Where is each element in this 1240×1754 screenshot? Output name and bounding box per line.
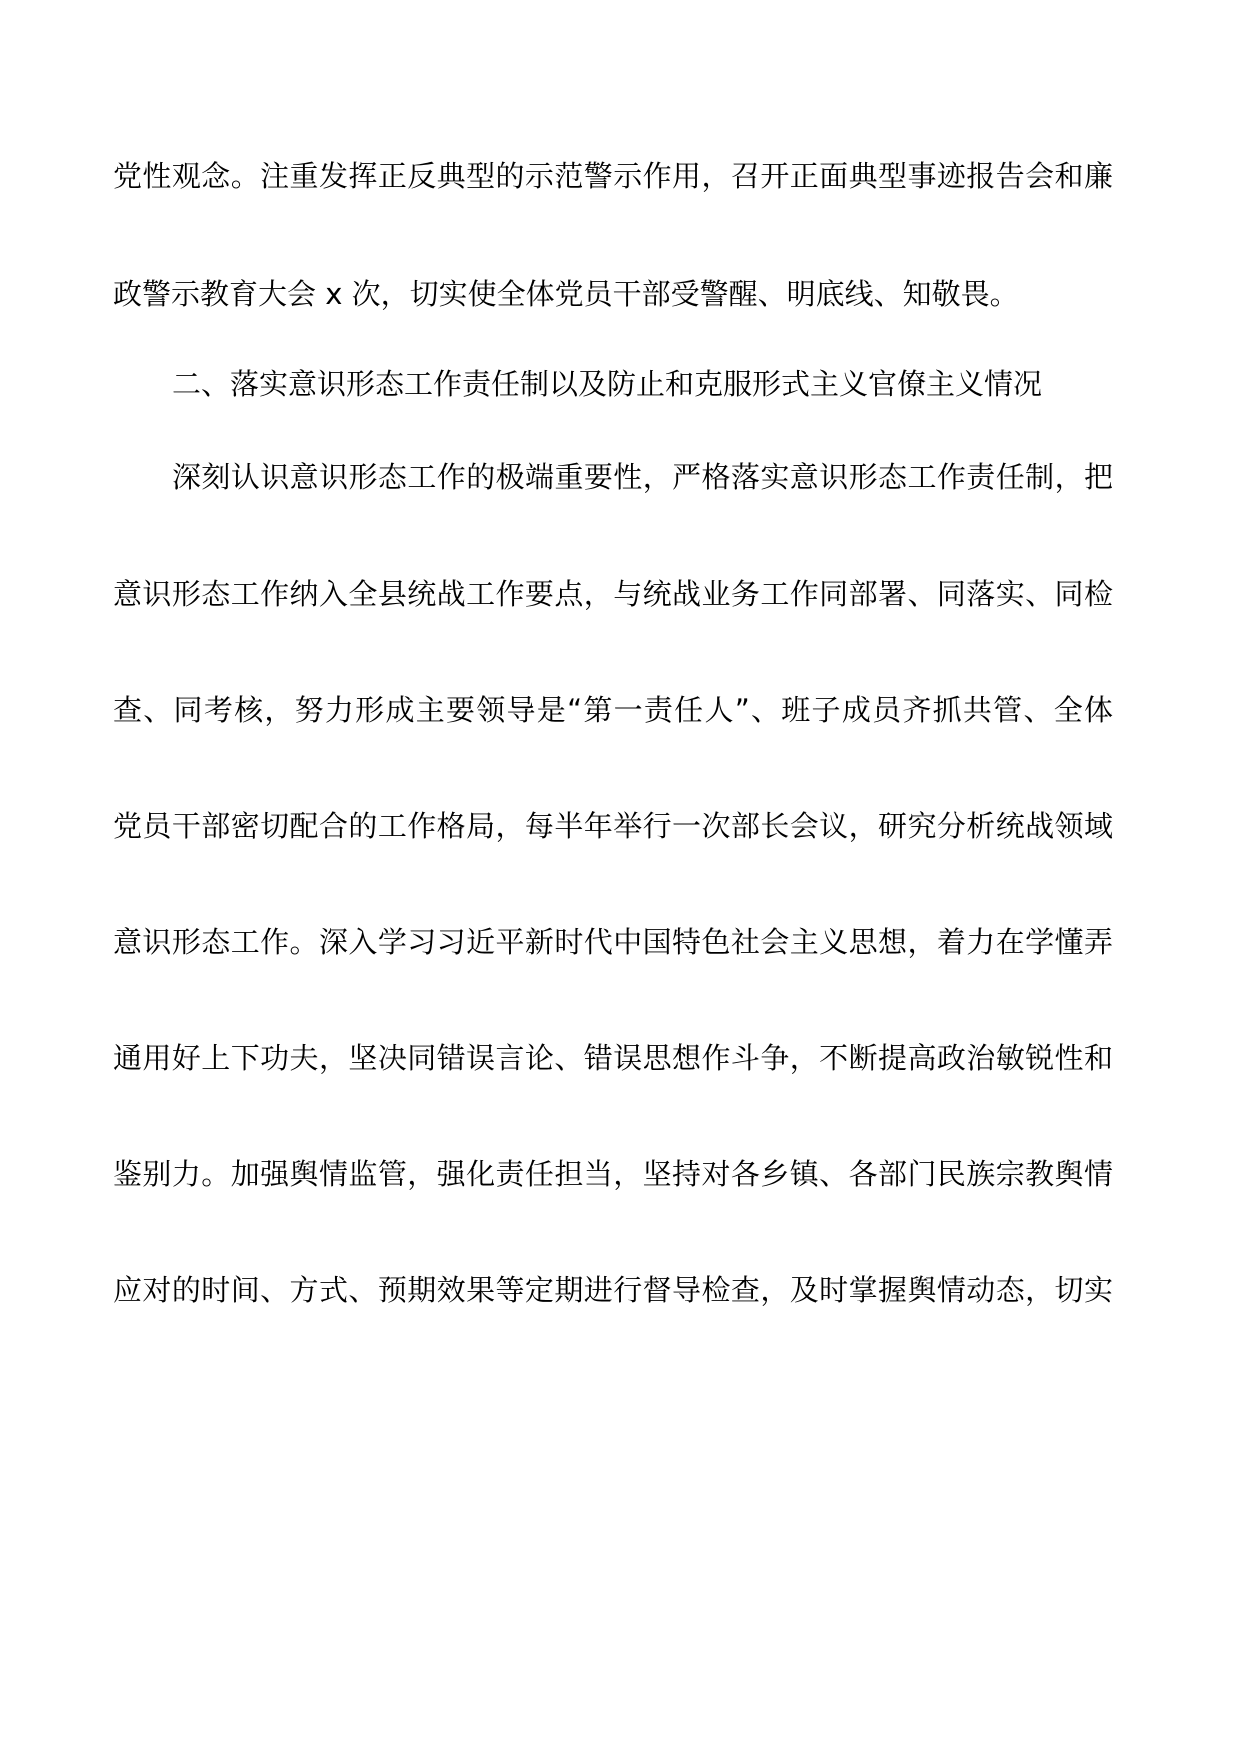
paragraph-line: 党性观念。注重发挥正反典型的示范警示作用，召开正面典型事迹报告会和廉 (113, 159, 1113, 193)
paragraph-line: 应对的时间、方式、预期效果等定期进行督导检查，及时掌握舆情动态，切实 (113, 1273, 1113, 1307)
section-heading: 二、落实意识形态工作责任制以及防止和克服形式主义官僚主义情况 (172, 367, 1043, 401)
paragraph-line: 党员干部密切配合的工作格局，每半年举行一次部长会议，研究分析统战领域 (113, 809, 1113, 843)
paragraph-line: 查、同考核，努力形成主要领导是“第一责任人”、班子成员齐抓共管、全体 (113, 693, 1113, 727)
paragraph-line: 意识形态工作。深入学习习近平新时代中国特色社会主义思想，着力在学懂弄 (113, 925, 1113, 959)
paragraph-line: 深刻认识意识形态工作的极端重要性，严格落实意识形态工作责任制，把 (172, 460, 1113, 494)
paragraph-line: 通用好上下功夫，坚决同错误言论、错误思想作斗争，不断提高政治敏锐性和 (113, 1041, 1113, 1075)
paragraph-line: 政警示教育大会 x 次，切实使全体党员干部受警醒、明底线、知敬畏。 (113, 277, 1019, 311)
paragraph-line: 鉴别力。加强舆情监管，强化责任担当，坚持对各乡镇、各部门民族宗教舆情 (113, 1157, 1113, 1191)
paragraph-line: 意识形态工作纳入全县统战工作要点，与统战业务工作同部署、同落实、同检 (113, 577, 1113, 611)
